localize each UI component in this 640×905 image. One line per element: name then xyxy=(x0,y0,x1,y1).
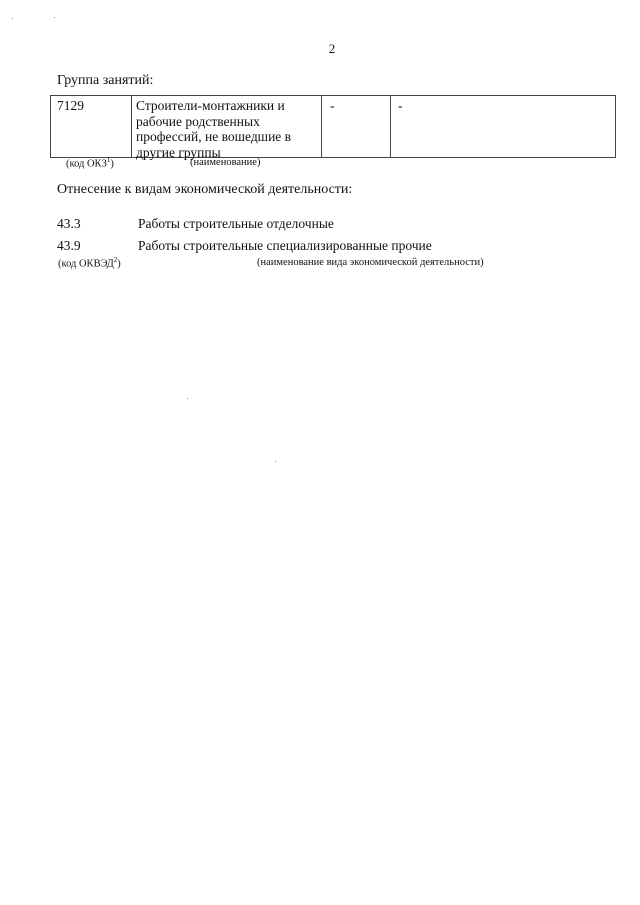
occupation-group-title: Группа занятий: xyxy=(57,73,154,88)
occupation-col4: - xyxy=(398,98,403,113)
activity-name-caption: (наименование вида экономической деятельности) xyxy=(257,257,484,268)
scan-speck xyxy=(187,398,188,399)
page-number: 2 xyxy=(328,41,336,56)
scan-speck xyxy=(12,18,13,19)
occupation-col3: - xyxy=(322,96,391,157)
economic-activity-title: Отнесение к видам экономической деятельности: xyxy=(57,182,353,197)
activity-name: Работы строительные отделочные xyxy=(138,216,334,231)
occupation-name-caption: (наименование) xyxy=(190,157,261,168)
scan-speck xyxy=(54,17,55,18)
occupation-name: Строители-монтажники и рабочие родственных профессий, не вошедшие в другие группы xyxy=(132,96,322,157)
scan-speck xyxy=(275,461,276,462)
activity-code: 43.3 xyxy=(57,216,81,231)
activity-code: 43.9 xyxy=(57,238,81,253)
okz-code-caption: (код ОКЗ$^1$) xyxy=(66,156,114,170)
occupation-table xyxy=(50,95,616,158)
activity-name: Работы строительные специализированные прочие xyxy=(138,238,432,253)
occupation-code: 7129 xyxy=(51,96,132,157)
okved-code-caption: (код ОКВЭД$^2$) xyxy=(58,256,121,270)
